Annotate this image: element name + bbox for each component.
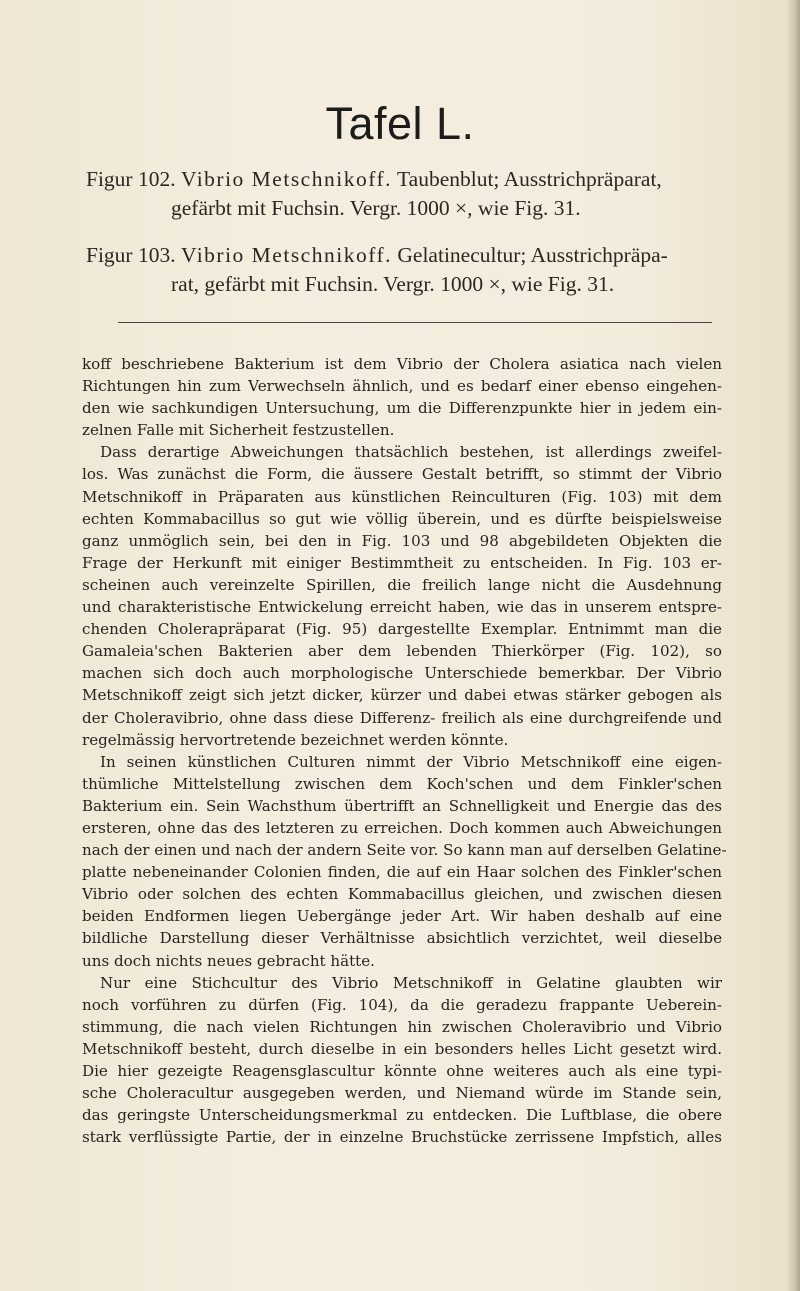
text-line: regelmässig hervortretende bezeichnet werden könnte.	[82, 730, 509, 749]
caption-line: gefärbt mit Fuchsin. Vergr. 1000 ×, wie Fig. 31.	[171, 196, 581, 220]
organism-name: Vibrio Metschnikoff.	[180, 167, 393, 191]
text-line: echten Kommabacillus so gut wie völlig überein, und es dürfte beispielsweise	[82, 509, 722, 528]
text-line: den wie sachkundigen Untersuchung, um die Differenzpunkte hier in jedem ein-	[82, 399, 722, 418]
text-line: Vibrio oder solchen des echten Kommabacillus gleichen, und zwischen diesen	[82, 885, 722, 904]
text-line: zelnen Falle mit Sicherheit festzustellen.	[82, 421, 395, 440]
figure-number: Figur 102.	[86, 167, 176, 191]
text-line: Richtungen hin zum Verwechseln ähnlich, und es bedarf einer ebenso eingehen-	[82, 377, 722, 396]
text-line: scheinen auch vereinzelte Spirillen, die freilich lange nicht die Ausdehnung	[82, 575, 722, 594]
divider-rule	[118, 322, 712, 323]
figure-caption-103	[86, 241, 766, 299]
text-line: ganz unmöglich sein, bei den in Fig. 103 und 98 abgebildeten Objekten die	[82, 531, 722, 550]
text-line: chenden Cholerapräparat (Fig. 95) dargestellte Exemplar. Entnimmt man die	[82, 620, 722, 639]
text-line: das geringste Unterscheidungsmerkmal zu entdecken. Die Luftblase, die obere	[82, 1106, 722, 1125]
figure-caption-102	[86, 165, 766, 223]
caption-line	[86, 241, 766, 270]
text-line: stimmung, die nach vielen Richtungen hin zwischen Choleravibrio und Vibrio	[82, 1017, 722, 1036]
text-line: nach der einen und nach der andern Seite vor. So kann man auf derselben Gelatine-	[82, 841, 727, 860]
body-text	[82, 353, 727, 1148]
text-line: uns doch nichts neues gebracht hätte.	[82, 951, 375, 970]
caption-line: rat, gefärbt mit Fuchsin. Vergr. 1000 ×, wie Fig. 31.	[171, 272, 615, 296]
text-line: los. Was zunächst die Form, die äussere Gestalt betrifft, so stimmt der Vibrio	[82, 465, 722, 484]
text-line: noch vorführen zu dürfen (Fig. 104), da die geradezu frappante Ueberein-	[82, 995, 722, 1014]
text-line: sche Choleracultur ausgegeben werden, und Niemand würde im Stande sein,	[82, 1084, 722, 1103]
figure-number: Figur 103.	[86, 243, 176, 267]
text-line: beiden Endformen liegen Uebergänge jeder Art. Wir haben deshalb auf eine	[82, 907, 722, 926]
plate-title: Tafel L.	[325, 98, 475, 149]
text-line: thümliche Mittelstellung zwischen dem Koch'schen und dem Finkler'schen	[82, 774, 722, 793]
text-line: Metschnikoff zeigt sich jetzt dicker, kürzer und dabei etwas stärker gebogen als	[82, 686, 722, 705]
text-line: Gamaleia'schen Bakterien aber dem lebenden Thierkörper (Fig. 102), so	[82, 642, 722, 661]
text-line: ersteren, ohne das des letzteren zu erreichen. Doch kommen auch Abweichungen	[82, 818, 722, 837]
caption-text: Gelatinecultur; Ausstrichpräpa-	[397, 243, 668, 267]
text-line: bildliche Darstellung dieser Verhältnisse absichtlich verzichtet, weil dieselbe	[82, 929, 722, 948]
caption-text: Taubenblut; Ausstrichpräparat,	[397, 167, 662, 191]
text-line: Metschnikoff in Präparaten aus künstlichen Reinculturen (Fig. 103) mit dem	[82, 487, 722, 506]
text-line: Nur eine Stichcultur des Vibrio Metschnikoff in Gelatine glaubten wir	[100, 973, 722, 992]
text-line: und charakteristische Entwickelung erreicht haben, wie das in unserem entspre-	[82, 598, 722, 617]
text-line: In seinen künstlichen Culturen nimmt der Vibrio Metschnikoff eine eigen-	[100, 752, 722, 771]
page-edge-shadow	[786, 0, 800, 1291]
text-line: Frage der Herkunft mit einiger Bestimmtheit zu entscheiden. In Fig. 103 er-	[82, 553, 722, 572]
caption-line	[86, 165, 766, 194]
text-line: Dass derartige Abweichungen thatsächlich bestehen, ist allerdings zweifel-	[100, 443, 722, 462]
text-line: Metschnikoff besteht, durch dieselbe in ein besonders helles Licht gesetzt wird.	[82, 1039, 722, 1058]
text-line: der Choleravibrio, ohne dass diese Differenz- freilich als eine durchgreifende und	[82, 708, 722, 727]
text-line: stark verflüssigte Partie, der in einzelne Bruchstücke zerrissene Impfstich, alles	[82, 1128, 722, 1147]
text-line: koff beschriebene Bakterium ist dem Vibrio der Cholera asiatica nach vielen	[82, 355, 722, 373]
organism-name: Vibrio Metschnikoff.	[180, 243, 393, 267]
text-line: Bakterium ein. Sein Wachsthum übertrifft an Schnelligkeit und Energie das des	[82, 796, 722, 815]
text-line: Die hier gezeigte Reagensglascultur könnte ohne weiteres auch als eine typi-	[82, 1062, 722, 1080]
text-line: platte nebeneinander Colonien finden, die auf ein Haar solchen des Finkler'schen	[82, 863, 722, 882]
text-line: machen sich doch auch morphologische Unterschiede bemerkbar. Der Vibrio	[82, 664, 722, 683]
